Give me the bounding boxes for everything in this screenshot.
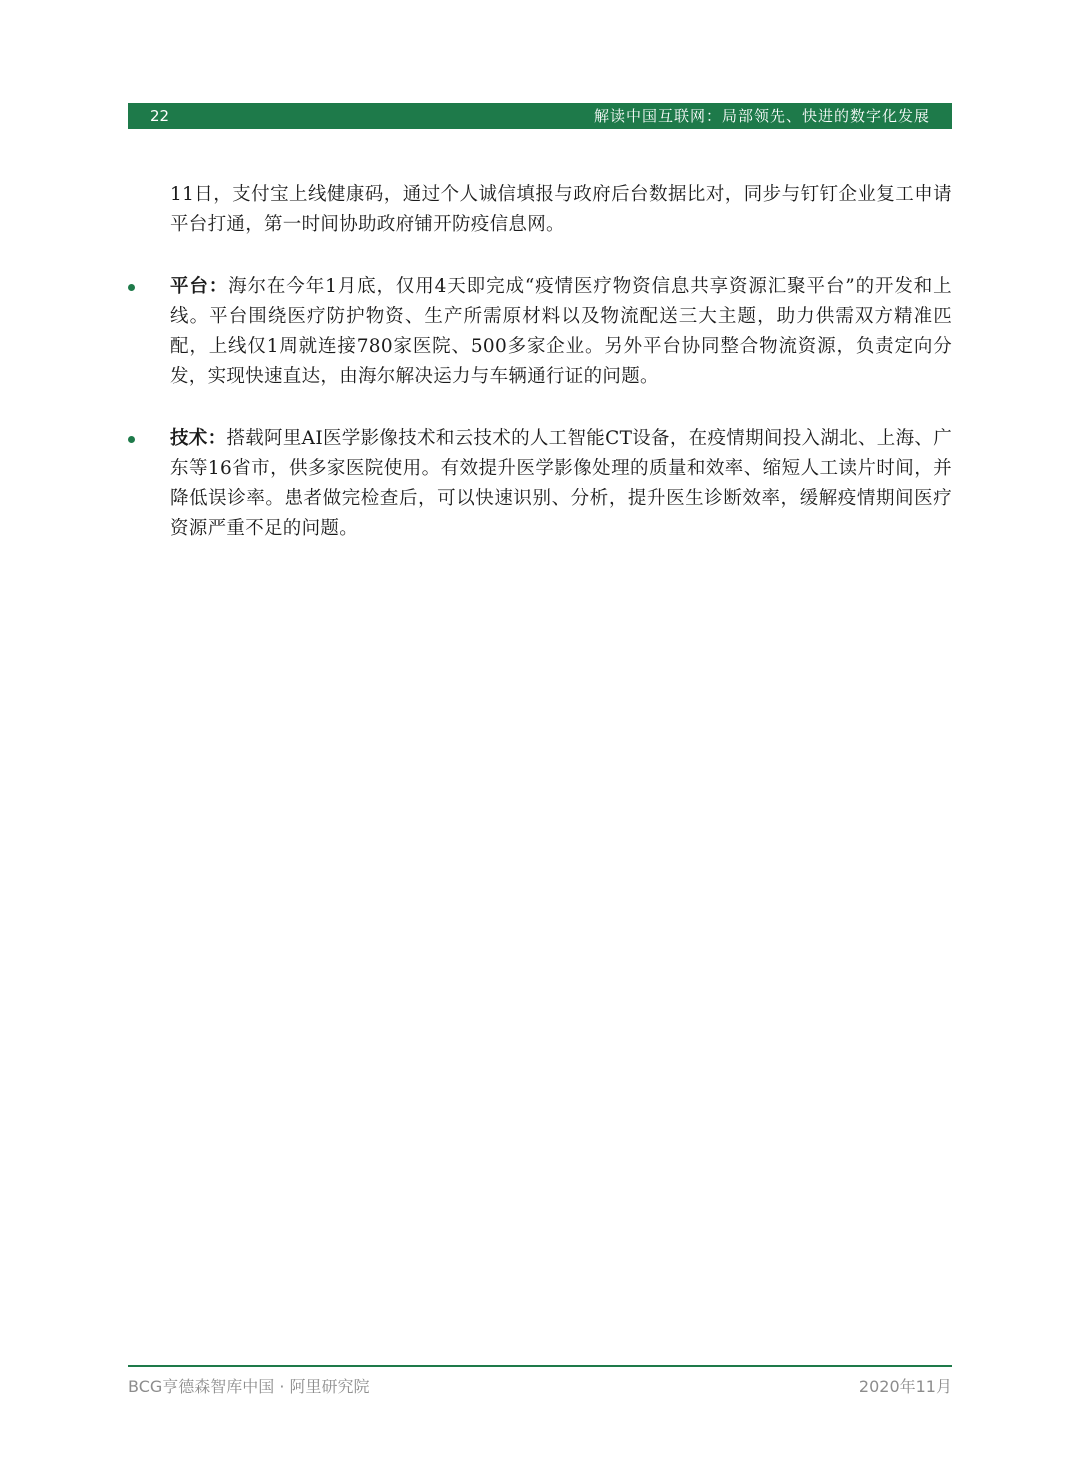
header-bar [128,103,952,129]
footer-source: BCG亨德森智库中国 · 阿里研究院 [128,1377,370,1396]
bullet-item-platform [128,272,952,392]
bullet-dot-icon [128,284,135,291]
running-title: 解读中国互联网：局部领先、快进的数字化发展 [593,107,930,125]
bullet-item-technology [128,424,952,544]
bullet-text: 海尔在今年1月底，仅用4天即完成“疫情医疗物资信息共享资源汇聚平台”的开发和上线。平台围绕医疗防护物资、生产所需原材料以及物流配送三大主题，助力供需双方精准匹配，上线仅1周就连接780家医院、500多家企业。另外平台协同整合物流资源，负责定向分发，实现快速直达，由海尔解决运力与车辆通行证的问题。 [170,276,952,387]
intro-paragraph: 11日，支付宝上线健康码，通过个人诚信填报与政府后台数据比对，同步与钉钉企业复工申请平台打通，第一时间协助政府铺开防疫信息网。 [170,184,952,235]
main-content [128,180,952,544]
bullet-label: 技术： [170,428,227,449]
bullet-label: 平台： [170,276,229,297]
footer-date: 2020年11月 [858,1377,952,1396]
page-number: 22 [150,107,170,125]
bullet-text: 搭载阿里AI医学影像技术和云技术的人工智能CT设备，在疫情期间投入湖北、上海、广东等16省市，供多家医院使用。有效提升医学影像处理的质量和效率、缩短人工读片时间，并降低误诊率。患者做完检查后，可以快速识别、分析，提升医生诊断效率，缓解疫情期间医疗资源严重不足的问题。 [170,428,952,539]
bullet-dot-icon [128,436,135,443]
footer-divider [128,1365,952,1367]
